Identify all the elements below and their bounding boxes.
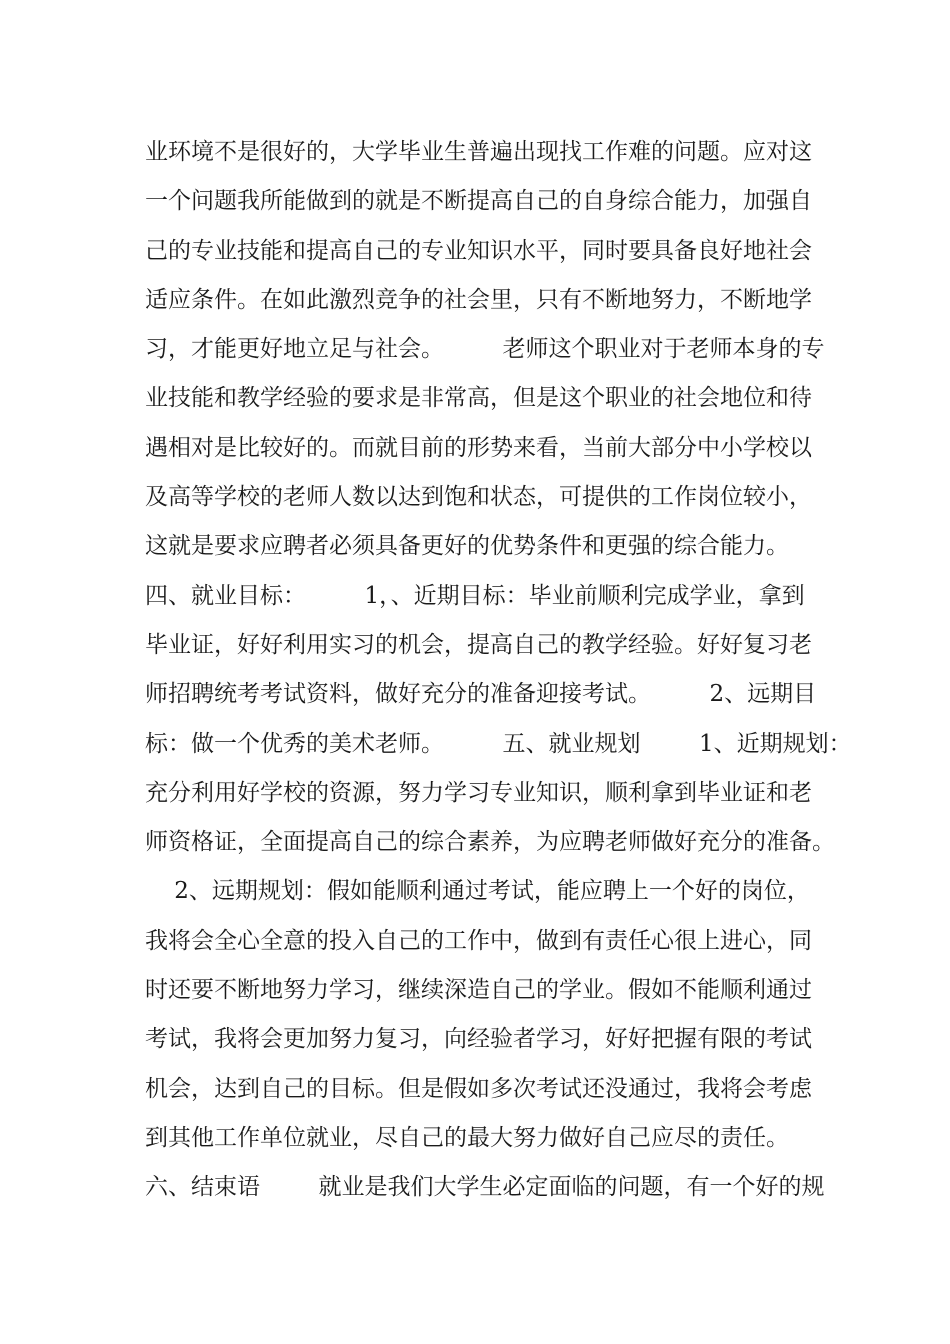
text-line: 充分利用好学校的资源，努力学习专业知识，顺利拿到毕业证和老	[145, 779, 812, 806]
text-line: 师资格证，全面提高自己的综合素养，为应聘老师做好充分的准备。	[145, 829, 835, 856]
text-line: 我将会全心全意的投入自己的工作中，做到有责任心很上进心，同	[145, 927, 812, 954]
text-line: 六、结束语 就业是我们大学生必定面临的问题，有一个好的规	[145, 1174, 825, 1201]
text-line: 适应条件。在如此激烈竞争的社会里，只有不断地努力，不断地学	[145, 286, 812, 313]
text-line: 及高等学校的老师人数以达到饱和状态，可提供的工作岗位较小，	[145, 484, 812, 511]
text-line: 习，才能更好地立足与社会。 老师这个职业对于老师本身的专	[145, 336, 825, 363]
text-line: 毕业证，好好利用实习的机会，提高自己的教学经验。好好复习老	[145, 631, 812, 658]
text-line: 这就是要求应聘者必须具备更好的优势条件和更强的综合能力。	[145, 533, 789, 560]
body-text	[145, 128, 852, 1213]
text-line: 2、远期规划：假如能顺利通过考试，能应聘上一个好的岗位，	[145, 878, 810, 905]
text-line: 机会，达到自己的目标。但是假如多次考试还没通过，我将会考虑	[145, 1075, 812, 1102]
text-line: 遇相对是比较好的。而就目前的形势来看，当前大部分中小学校以	[145, 434, 812, 461]
text-line: 考试，我将会更加努力复习，向经验者学习，好好把握有限的考试	[145, 1026, 812, 1053]
text-line: 师招聘统考考试资料，做好充分的准备迎接考试。 2、远期目	[145, 681, 817, 708]
text-line: 标：做一个优秀的美术老师。 五、就业规划 1、近期规划：	[145, 730, 852, 757]
text-line: 己的专业技能和提高自己的专业知识水平，同时要具备良好地社会	[145, 237, 812, 264]
text-line: 四、就业目标： 1，、近期目标：毕业前顺利完成学业，拿到	[145, 582, 805, 609]
text-line: 时还要不断地努力学习，继续深造自己的学业。假如不能顺利通过	[145, 977, 812, 1004]
text-line: 一个问题我所能做到的就是不断提高自己的自身综合能力，加强自	[145, 188, 812, 215]
text-line: 业环境不是很好的，大学毕业生普遍出现找工作难的问题。应对这	[145, 139, 812, 165]
text-line: 到其他工作单位就业，尽自己的最大努力做好自己应尽的责任。	[145, 1124, 789, 1151]
text-line: 业技能和教学经验的要求是非常高，但是这个职业的社会地位和待	[145, 385, 812, 412]
